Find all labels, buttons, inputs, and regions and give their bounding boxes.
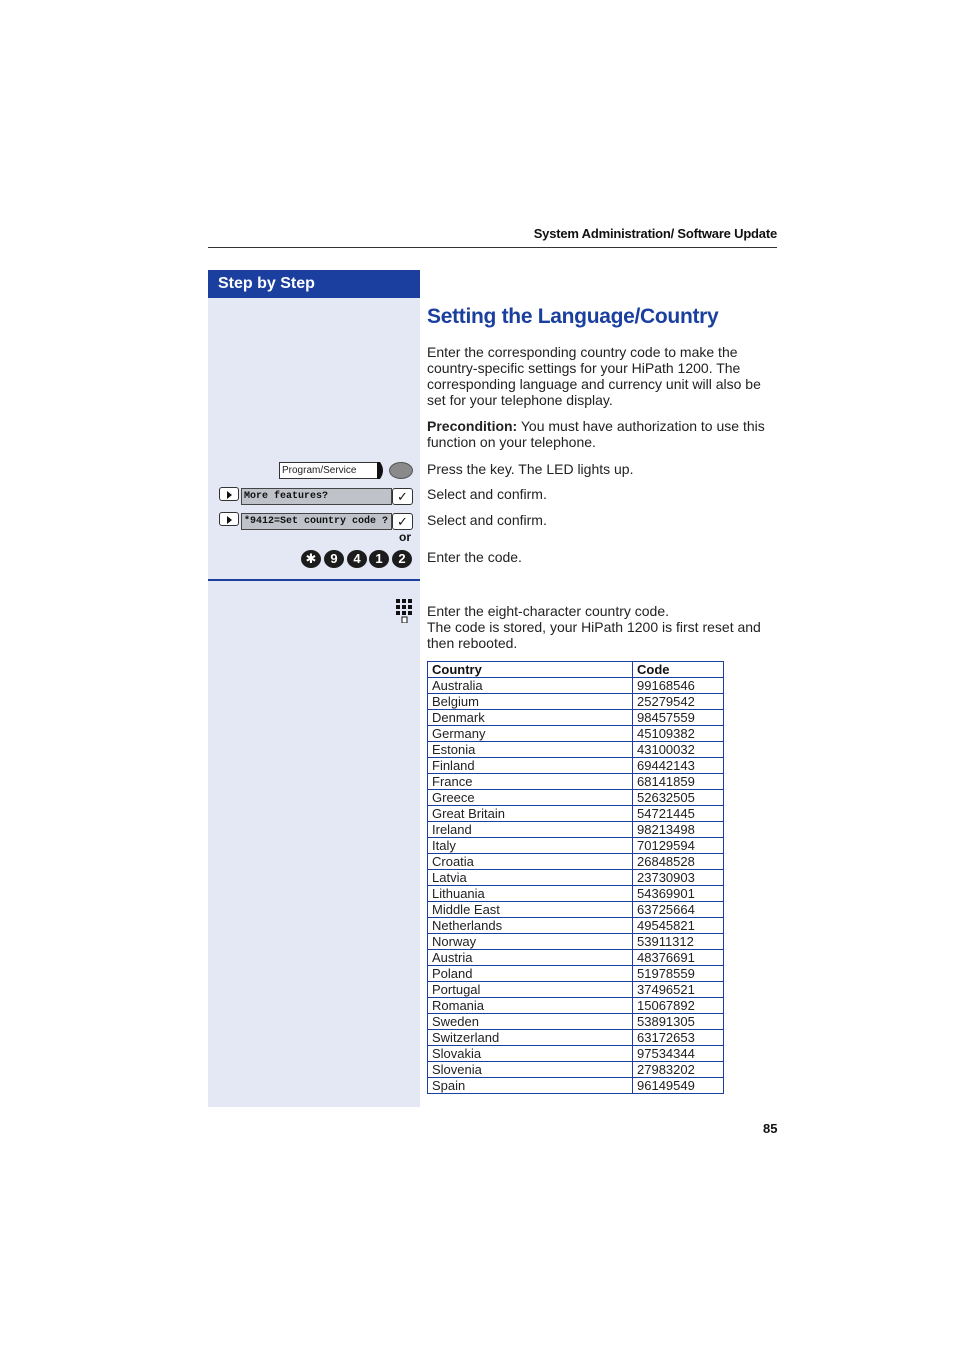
table-body	[428, 678, 724, 1094]
header-rule	[208, 247, 777, 248]
country-cell: Denmark	[428, 710, 633, 726]
code-cell: 53891305	[633, 1014, 724, 1030]
code-cell: 98213498	[633, 822, 724, 838]
code-cell: 53911312	[633, 934, 724, 950]
table-row	[428, 822, 724, 838]
country-cell: Middle East	[428, 902, 633, 918]
table-row	[428, 902, 724, 918]
table-row	[428, 806, 724, 822]
table-header-row	[428, 662, 724, 678]
code-cell: 49545821	[633, 918, 724, 934]
digit-9-key-icon[interactable]: 9	[324, 550, 344, 568]
code-cell: 98457559	[633, 710, 724, 726]
table-row	[428, 966, 724, 982]
code-cell: 23730903	[633, 870, 724, 886]
country-cell: Netherlands	[428, 918, 633, 934]
scroll-arrow-button[interactable]	[219, 512, 239, 526]
code-cell: 27983202	[633, 1062, 724, 1078]
menu2-instruction: Select and confirm.	[427, 512, 547, 528]
keypad-icon	[396, 599, 412, 623]
code-cell: 69442143	[633, 758, 724, 774]
table-row	[428, 790, 724, 806]
digit-2-key-icon[interactable]: 2	[392, 550, 412, 568]
country-cell: Croatia	[428, 854, 633, 870]
table-row	[428, 886, 724, 902]
table-row	[428, 950, 724, 966]
program-service-key-label[interactable]: Program/Service	[279, 462, 379, 479]
precondition-label: Precondition:	[427, 418, 518, 434]
country-cell: Finland	[428, 758, 633, 774]
country-cell: Estonia	[428, 742, 633, 758]
code-cell: 96149549	[633, 1078, 724, 1094]
country-cell: Switzerland	[428, 1030, 633, 1046]
play-arrow-icon	[220, 514, 238, 526]
digit-1-key-icon[interactable]: 1	[369, 550, 389, 568]
table-row	[428, 758, 724, 774]
key-arrow-icon	[377, 462, 386, 479]
code-cell: 52632505	[633, 790, 724, 806]
column-header-country: Country	[428, 662, 633, 678]
table-row	[428, 1078, 724, 1094]
table-row	[428, 1030, 724, 1046]
precondition-text: You must have authorization to use this function on your telephone.	[427, 418, 765, 450]
country-cell: Austria	[428, 950, 633, 966]
country-cell: Slovakia	[428, 1046, 633, 1062]
code-cell: 54369901	[633, 886, 724, 902]
table-row	[428, 1062, 724, 1078]
code-cell: 68141859	[633, 774, 724, 790]
table-row	[428, 998, 724, 1014]
code-cell: 26848528	[633, 854, 724, 870]
code-instruction: Enter the code.	[427, 549, 522, 565]
keypad-instruction-line2: The code is stored, your HiPath 1200 is first reset and then rebooted.	[427, 619, 761, 651]
code-cell: 45109382	[633, 726, 724, 742]
country-cell: Great Britain	[428, 806, 633, 822]
code-cell: 51978559	[633, 966, 724, 982]
precondition-paragraph	[427, 418, 779, 450]
country-cell: Portugal	[428, 982, 633, 998]
page-number: 85	[763, 1121, 778, 1136]
code-cell: 15067892	[633, 998, 724, 1014]
country-cell: Slovenia	[428, 1062, 633, 1078]
country-cell: France	[428, 774, 633, 790]
play-arrow-icon	[220, 489, 238, 501]
code-cell: 99168546	[633, 678, 724, 694]
keypad-instruction	[427, 603, 779, 651]
table-row	[428, 1046, 724, 1062]
section-title: Setting the Language/Country	[427, 305, 719, 328]
code-cell: 70129594	[633, 838, 724, 854]
table-row	[428, 726, 724, 742]
country-code-table	[427, 661, 724, 1094]
country-cell: Latvia	[428, 870, 633, 886]
sidebar-divider	[208, 579, 420, 581]
country-cell: Spain	[428, 1078, 633, 1094]
table-row	[428, 918, 724, 934]
code-cell: 97534344	[633, 1046, 724, 1062]
code-cell: 63725664	[633, 902, 724, 918]
menu-item-set-country-code[interactable]: *9412=Set country code ?	[241, 513, 392, 530]
code-cell: 43100032	[633, 742, 724, 758]
table-row	[428, 678, 724, 694]
key-instruction: Press the key. The LED lights up.	[427, 461, 634, 477]
country-cell: Sweden	[428, 1014, 633, 1030]
table-row	[428, 982, 724, 998]
running-header: System Administration/ Software Update	[533, 226, 777, 241]
step-sidebar	[208, 270, 420, 1107]
column-header-code: Code	[633, 662, 724, 678]
table-row	[428, 870, 724, 886]
country-cell: Lithuania	[428, 886, 633, 902]
table-row	[428, 854, 724, 870]
table-row	[428, 1014, 724, 1030]
country-cell: Romania	[428, 998, 633, 1014]
keypad-instruction-line1: Enter the eight-character country code.	[427, 603, 670, 619]
sidebar-heading: Step by Step	[208, 270, 420, 298]
country-cell: Australia	[428, 678, 633, 694]
confirm-check-icon[interactable]: ✓	[392, 513, 413, 530]
table-row	[428, 934, 724, 950]
code-cell: 48376691	[633, 950, 724, 966]
led-icon	[389, 462, 413, 479]
code-cell: 37496521	[633, 982, 724, 998]
table-row	[428, 774, 724, 790]
table-row	[428, 694, 724, 710]
menu1-instruction: Select and confirm.	[427, 486, 547, 502]
code-cell: 25279542	[633, 694, 724, 710]
country-cell: Poland	[428, 966, 633, 982]
code-cell: 63172653	[633, 1030, 724, 1046]
intro-paragraph: Enter the corresponding country code to make the country-specific settings for your HiPath 1200. The corresponding language and currency unit will also be set for your telephone display.	[427, 344, 761, 408]
country-cell: Greece	[428, 790, 633, 806]
confirm-check-icon[interactable]: ✓	[392, 488, 413, 505]
scroll-arrow-button[interactable]	[219, 487, 239, 501]
country-cell: Germany	[428, 726, 633, 742]
table-row	[428, 742, 724, 758]
country-cell: Norway	[428, 934, 633, 950]
star-key-icon[interactable]: ✱	[301, 550, 321, 568]
table-row	[428, 710, 724, 726]
code-cell: 54721445	[633, 806, 724, 822]
menu-item-more-features[interactable]: More features?	[241, 488, 392, 505]
digit-4-key-icon[interactable]: 4	[347, 550, 367, 568]
country-cell: Ireland	[428, 822, 633, 838]
or-label: or	[399, 530, 411, 544]
table-row	[428, 838, 724, 854]
country-cell: Italy	[428, 838, 633, 854]
country-cell: Belgium	[428, 694, 633, 710]
